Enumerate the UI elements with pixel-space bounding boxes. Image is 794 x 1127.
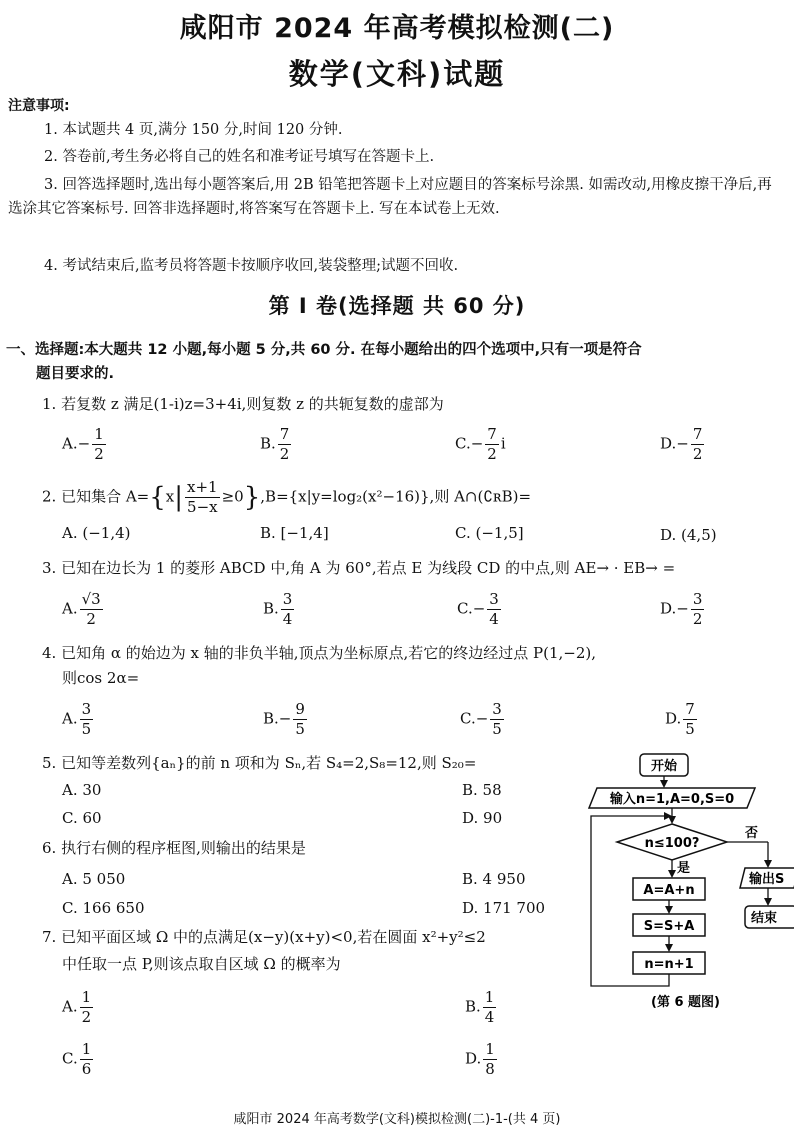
question-7-stem-line1: 7. 已知平面区域 Ω 中的点满足(x−y)(x+y)<0,若在圆面 x²+y²≤2 [42, 928, 486, 946]
question-1-option-c [455, 425, 506, 464]
set-brace-right: } [243, 482, 261, 513]
fraction-denominator: 4 [282, 610, 293, 628]
flow-step2-text: S=S+A [643, 919, 695, 934]
fraction-denominator: 4 [489, 610, 499, 628]
question-3-stem: 3. 已知在边长为 1 的菱形 ABCD 中,角 A 为 60°,若点 E 为线段 CD 的中点,则 AE→ · EB→ = [42, 559, 676, 577]
option-label: D. [660, 599, 677, 618]
question-1-option-b [260, 425, 293, 464]
option-fraction [80, 590, 103, 629]
option-label: B. [465, 997, 481, 1016]
section-title: 第 I 卷(选择题 共 60 分) [268, 294, 526, 318]
option-fraction [80, 988, 94, 1027]
option-sign: − [676, 434, 689, 453]
fraction-denominator: 2 [279, 445, 290, 463]
fraction-denominator: 2 [692, 445, 703, 463]
question-2-suffix: ,B={x|y=log₂(x²−16)},则 A∩(∁ʀB)= [260, 487, 532, 506]
exam-subject-title: 数学(文科)试题 [288, 57, 506, 91]
option-fraction [483, 988, 497, 1027]
fraction-denominator: 2 [487, 445, 497, 463]
fraction-numerator: 9 [295, 700, 305, 718]
question-1-option-a [62, 425, 108, 464]
question-3-option-c [457, 590, 503, 629]
option-label: D. [665, 709, 682, 728]
option-label: C. [62, 1049, 78, 1068]
option-label: B. [263, 709, 279, 728]
notice-item-2: 2. 答卷前,考生务必将自己的姓名和准考证号填写在答题卡上. [44, 149, 435, 165]
fraction-numerator: 7 [279, 425, 290, 443]
fraction-numerator: 1 [484, 988, 495, 1006]
fraction-numerator: 3 [282, 590, 293, 608]
question-4-stem-line1: 4. 已知角 α 的始边为 x 轴的非负半轴,顶点为坐标原点,若它的终边经过点 P(1,−2), [42, 644, 597, 662]
fraction-numerator: 1 [81, 1040, 92, 1058]
fraction-denominator: 8 [485, 1060, 495, 1078]
question-6-option-a: A. 5 050 [62, 870, 126, 888]
option-fraction [683, 700, 697, 739]
section-intro-line1: 一、选择题:本大题共 12 小题,每小题 5 分,共 60 分. 在每小题给出的四个选项中,只有一项是符合 [6, 342, 642, 358]
option-fraction [691, 590, 705, 629]
option-fraction [691, 425, 705, 464]
fraction-numerator: 3 [81, 700, 92, 718]
flow-step3-text: n=n+1 [644, 957, 694, 972]
option-label: C. [455, 434, 471, 453]
option-fraction [487, 590, 501, 629]
question-6-option-c: C. 166 650 [62, 899, 145, 917]
question-6-option-d: D. 171 700 [462, 899, 546, 917]
fraction-numerator: 7 [685, 700, 695, 718]
option-label: A. [62, 599, 78, 618]
fraction-numerator: 7 [487, 425, 497, 443]
fraction-denominator: 5 [295, 720, 305, 738]
set-fraction [185, 478, 220, 517]
question-2-option-d: D. (4,5) [660, 526, 717, 544]
question-4-stem-line2: 则cos 2α= [62, 669, 140, 687]
option-fraction [80, 700, 94, 739]
option-sign: − [77, 434, 91, 453]
option-label: A. [62, 997, 78, 1016]
option-sign: − [470, 434, 484, 453]
option-fraction [281, 590, 295, 629]
set-brace-left: { [149, 482, 166, 513]
option-label: A. [62, 434, 78, 453]
question-4-option-b [263, 700, 309, 739]
question-4-option-d [665, 700, 699, 739]
fraction-numerator: x+1 [187, 478, 218, 496]
fraction-denominator: 5 [81, 720, 92, 738]
section-intro [6, 338, 784, 386]
fraction-numerator: 3 [492, 700, 502, 718]
flow-input-text: 输入n=1,A=0,S=0 [609, 792, 735, 807]
notice-item-3: 3. 回答选择题时,选出每小题答案后,用 2B 铅笔把答题卡上对应题目的答案标号涂黑. 如需改动,用橡皮擦干净后,再选涂其它答案标号. 回答非选择题时,将答案写在答题卡上. 写在本试卷上无效. [8, 177, 772, 217]
question-2-prefix: 2. 已知集合 A= [42, 487, 150, 506]
question-4-option-a [62, 700, 95, 739]
question-5-option-d: D. 90 [462, 809, 503, 827]
fraction-denominator: 2 [86, 610, 96, 628]
question-3-option-b [263, 590, 296, 629]
question-3-option-a [62, 590, 105, 629]
question-7-option-a [62, 988, 95, 1027]
page-footer: 咸阳市 2024 年高考数学(文科)模拟检测(二)-1-(共 4 页) [233, 1112, 561, 1127]
question-7-option-b [465, 988, 498, 1027]
question-1-stem: 1. 若复数 z 满足(1-i)z=3+4i,则复数 z 的共轭复数的虚部为 [42, 395, 444, 413]
flow-start-text: 开始 [650, 759, 678, 774]
option-label: C. [457, 599, 473, 618]
flow-output-text: 输出S [749, 872, 785, 887]
flow-step1-text: A=A+n [643, 883, 695, 898]
question-5-stem: 5. 已知等差数列{aₙ}的前 n 项和为 Sₙ,若 S₄=2,S₈=12,则 S₂₀= [42, 754, 477, 772]
question-2-stem [42, 478, 531, 517]
question-2-option-c: C. (−1,5] [455, 524, 524, 542]
fraction-denominator: 6 [81, 1060, 92, 1078]
fraction-denominator: 2 [94, 445, 104, 463]
flow-yes-label: 是 [677, 861, 691, 876]
fraction-denominator: 5 [492, 720, 502, 738]
fraction-numerator: 1 [81, 988, 92, 1006]
fraction-numerator: 7 [692, 425, 703, 443]
question-6-option-b: B. 4 950 [462, 870, 526, 888]
question-3-option-d [660, 590, 706, 629]
notice-heading: 注意事项: [8, 98, 70, 114]
option-fraction [485, 425, 499, 464]
option-label: B. [263, 599, 279, 618]
option-fraction [92, 425, 106, 464]
fraction-numerator: 1 [94, 425, 104, 443]
option-sign: − [475, 709, 489, 728]
question-2-option-a: A. (−1,4) [62, 524, 131, 542]
question-6-stem: 6. 执行右侧的程序框图,则输出的结果是 [42, 839, 306, 857]
option-sign: − [676, 599, 689, 618]
fraction-denominator: 5 [685, 720, 695, 738]
question-1-option-d [660, 425, 706, 464]
program-flowchart [585, 748, 794, 1018]
question-7-option-d [465, 1040, 499, 1079]
option-suffix: i [500, 434, 506, 453]
option-fraction [483, 1040, 497, 1079]
question-5-option-c: C. 60 [62, 809, 102, 827]
question-5-option-a: A. 30 [62, 781, 102, 799]
option-label: A. [62, 709, 78, 728]
flow-end-text: 结束 [751, 911, 778, 926]
option-fraction [490, 700, 504, 739]
option-fraction [278, 425, 292, 464]
question-7-option-c [62, 1040, 95, 1079]
fraction-numerator: √3 [81, 590, 101, 608]
set-bar: | [174, 482, 184, 513]
question-2-option-b: B. [−1,4] [260, 524, 329, 542]
option-label: C. [460, 709, 476, 728]
option-label: B. [260, 434, 276, 453]
option-fraction [80, 1040, 94, 1079]
exam-title: 咸阳市 2024 年高考模拟检测(二) [179, 13, 615, 44]
flow-no-label: 否 [745, 826, 759, 841]
fraction-numerator: 3 [692, 590, 703, 608]
fraction-numerator: 1 [485, 1040, 495, 1058]
question-5-option-b: B. 58 [462, 781, 502, 799]
section-intro-line2: 题目要求的. [36, 366, 115, 382]
flow-condition-text: n≤100? [644, 836, 700, 851]
fraction-denominator: 2 [81, 1008, 92, 1026]
set-variable: x [165, 487, 175, 506]
fraction-numerator: 3 [489, 590, 499, 608]
option-label: D. [660, 434, 677, 453]
notice-item-4: 4. 考试结束后,监考员将答题卡按顺序收回,装袋整理;试题不回收. [44, 258, 459, 274]
fraction-denominator: 2 [692, 610, 703, 628]
option-fraction [293, 700, 307, 739]
question-7-stem-line2: 中任取一点 P,则该点取自区域 Ω 的概率为 [62, 955, 341, 973]
flow-caption: (第 6 题图) [651, 995, 720, 1010]
option-label: D. [465, 1049, 482, 1068]
notice-item-1: 1. 本试题共 4 页,满分 150 分,时间 120 分钟. [44, 122, 343, 138]
option-sign: − [278, 709, 292, 728]
fraction-denominator: 5−x [187, 498, 218, 516]
question-4-option-c [460, 700, 506, 739]
fraction-denominator: 4 [484, 1008, 495, 1026]
set-condition: ≥0 [221, 487, 244, 506]
option-sign: − [472, 599, 486, 618]
